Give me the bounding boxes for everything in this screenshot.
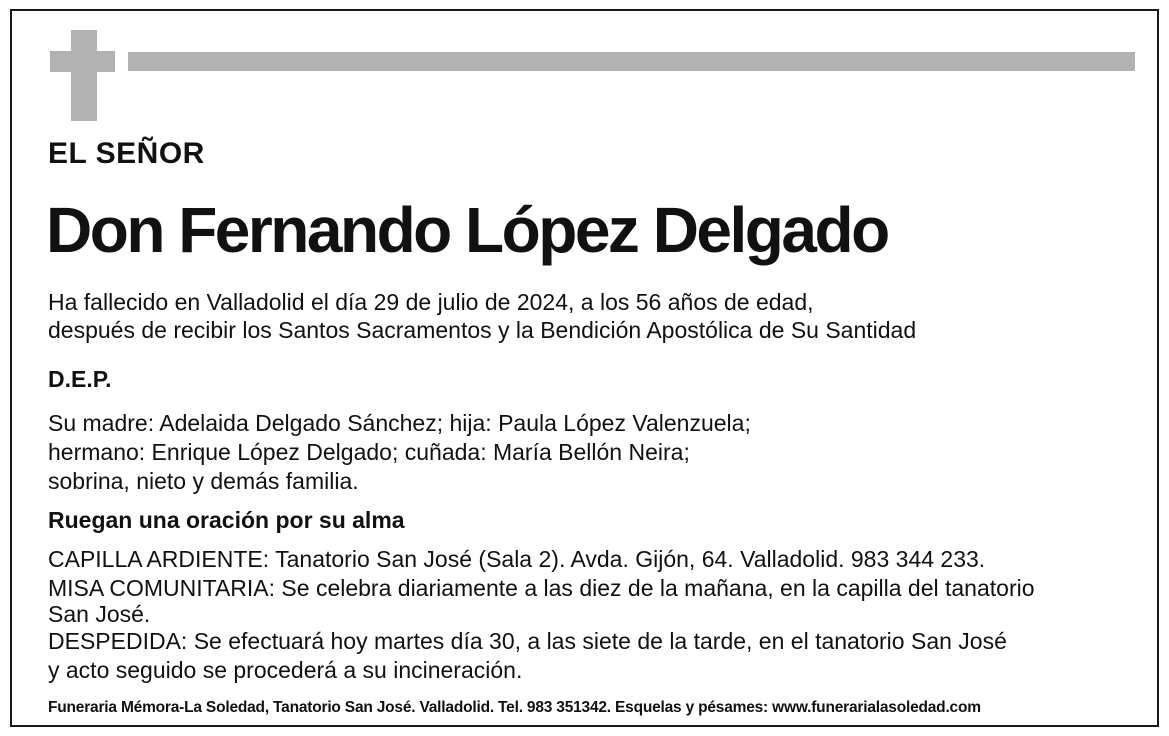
ceremony-line-5: y acto seguido se procederá a su incineración.	[48, 657, 523, 683]
deceased-name: Don Fernando López Delgado	[46, 194, 888, 266]
header-rule	[128, 52, 1135, 71]
ceremony-line-1: CAPILLA ARDIENTE: Tanatorio San José (Sala 2). Avda. Gijón, 64. Valladolid. 983 344 233.	[48, 546, 986, 572]
family-line-1: Su madre: Adelaida Delgado Sánchez; hija: Paula López Valenzuela;	[48, 410, 751, 436]
ceremony-line-4: DESPEDIDA: Se efectuará hoy martes día 30, a las siete de la tarde, en el tanatorio San José	[48, 628, 1007, 654]
obituary-frame	[10, 9, 1159, 727]
funeral-home-footer: Funeraria Mémora-La Soledad, Tanatorio San José. Valladolid. Tel. 983 351342. Esquelas y pésames: www.funerarialasoledad.com	[48, 699, 981, 716]
dep-label: D.E.P.	[48, 366, 112, 392]
announcement-line-1: Ha fallecido en Valladolid el día 29 de julio de 2024, a los 56 años de edad,	[48, 289, 814, 315]
cross-horizontal-bar	[50, 51, 115, 72]
ceremony-line-2: MISA COMUNITARIA: Se celebra diariamente a las diez de la mañana, en la capilla del tanatorio	[48, 575, 1035, 601]
announcement-line-2: después de recibir los Santos Sacramentos y la Bendición Apostólica de Su Santidad	[48, 317, 917, 343]
cross-vertical-bar	[71, 30, 97, 121]
family-line-3: sobrina, nieto y demás familia.	[48, 468, 359, 494]
family-line-2: hermano: Enrique López Delgado; cuñada: María Bellón Neira;	[48, 439, 690, 465]
ceremony-line-3: San José.	[48, 601, 151, 627]
salutation: EL SEÑOR	[48, 137, 205, 170]
prayer-request: Ruegan una oración por su alma	[48, 507, 405, 533]
